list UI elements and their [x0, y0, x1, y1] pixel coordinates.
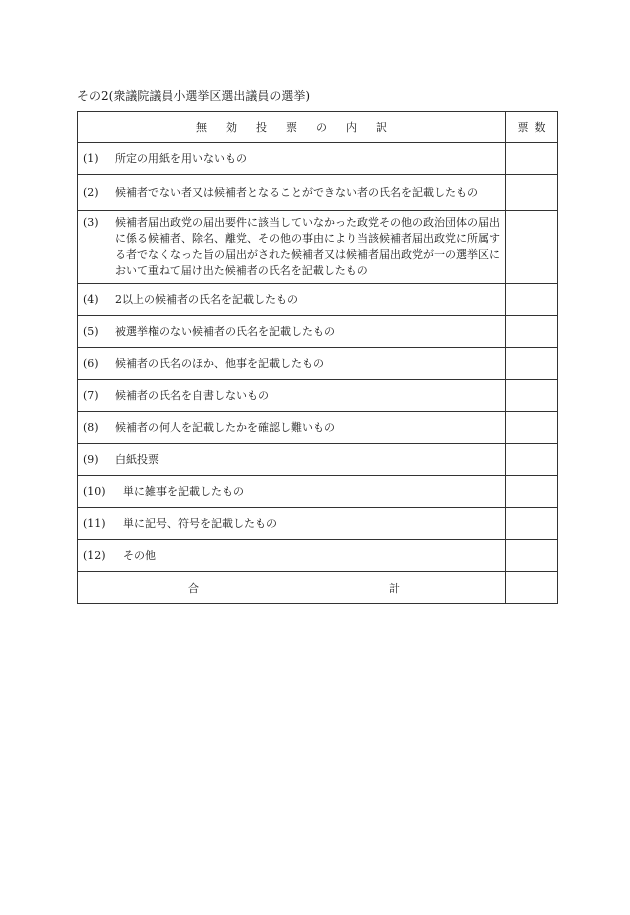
row-description	[78, 348, 506, 380]
row-text: 候補者届出政党の届出要件に該当していなかった政党その他の政治団体の届出に係る候補者、除名、離党、その他の事由により当該候補者届出政党に所属する者でなくなった旨の届出がされた候補者又は候補者届出政党が一の選挙区において重ねて届け出た候補者の氏名を記載したもの	[115, 216, 500, 277]
row-description	[78, 508, 506, 540]
row-text: 候補者の何人を記載したかを確認し難いもの	[115, 420, 335, 434]
row-text: 単に記号、符号を記載したもの	[123, 516, 277, 530]
table-row	[78, 175, 558, 211]
vote-count-cell[interactable]	[506, 508, 558, 540]
invalid-votes-table	[77, 111, 558, 604]
row-number: (11)	[83, 516, 106, 530]
table-row	[78, 348, 558, 380]
row-number: (4)	[83, 292, 99, 306]
row-description	[78, 175, 506, 211]
row-description	[78, 444, 506, 476]
table-row	[78, 540, 558, 572]
row-number: (6)	[83, 356, 99, 370]
row-number: (9)	[83, 452, 99, 466]
row-text: 候補者の氏名のほか、他事を記載したもの	[115, 356, 324, 370]
row-number: (12)	[83, 548, 106, 562]
table-row	[78, 143, 558, 175]
row-description	[78, 380, 506, 412]
table-row	[78, 284, 558, 316]
row-number: (8)	[83, 420, 99, 434]
vote-count-cell[interactable]	[506, 284, 558, 316]
table-row	[78, 316, 558, 348]
table-row	[78, 211, 558, 284]
vote-count-cell[interactable]	[506, 380, 558, 412]
row-text: 候補者の氏名を自書しないもの	[115, 388, 269, 402]
row-number: (2)	[83, 185, 99, 199]
total-label-left: 合	[188, 581, 199, 595]
vote-count-cell[interactable]	[506, 143, 558, 175]
row-description	[78, 476, 506, 508]
vote-count-cell[interactable]	[506, 412, 558, 444]
row-text: 2以上の候補者の氏名を記載したもの	[115, 292, 298, 306]
row-description	[78, 412, 506, 444]
vote-count-cell[interactable]	[506, 348, 558, 380]
vote-count-cell[interactable]	[506, 175, 558, 211]
table-row	[78, 508, 558, 540]
row-number: (1)	[83, 151, 99, 165]
row-text: 被選挙権のない候補者の氏名を記載したもの	[115, 324, 335, 338]
total-label	[78, 572, 506, 604]
row-number: (7)	[83, 388, 99, 402]
total-count-cell[interactable]	[506, 572, 558, 604]
table-row	[78, 444, 558, 476]
row-text: 候補者でない者又は候補者となることができない者の氏名を記載したもの	[115, 185, 478, 199]
table-row	[78, 380, 558, 412]
total-row	[78, 572, 558, 604]
header-description: 無効投票の内訳	[78, 112, 506, 143]
row-number: (3)	[83, 216, 99, 229]
header-vote-count: 票数	[506, 112, 558, 143]
page-title: その2(衆議院議員小選挙区選出議員の選挙)	[77, 89, 310, 103]
row-number: (10)	[83, 484, 106, 498]
row-description	[78, 211, 506, 284]
vote-count-cell[interactable]	[506, 316, 558, 348]
vote-count-cell[interactable]	[506, 211, 558, 284]
row-description	[78, 316, 506, 348]
vote-count-cell[interactable]	[506, 540, 558, 572]
table-row	[78, 476, 558, 508]
table-row	[78, 412, 558, 444]
row-description	[78, 143, 506, 175]
row-text: 白紙投票	[115, 452, 159, 466]
row-text: その他	[123, 548, 156, 562]
total-label-right: 計	[389, 581, 400, 595]
table-header-row	[78, 112, 558, 143]
row-text: 単に雑事を記載したもの	[123, 484, 244, 498]
row-text: 所定の用紙を用いないもの	[115, 151, 247, 165]
row-description	[78, 284, 506, 316]
row-description	[78, 540, 506, 572]
vote-count-cell[interactable]	[506, 444, 558, 476]
vote-count-cell[interactable]	[506, 476, 558, 508]
row-number: (5)	[83, 324, 99, 338]
